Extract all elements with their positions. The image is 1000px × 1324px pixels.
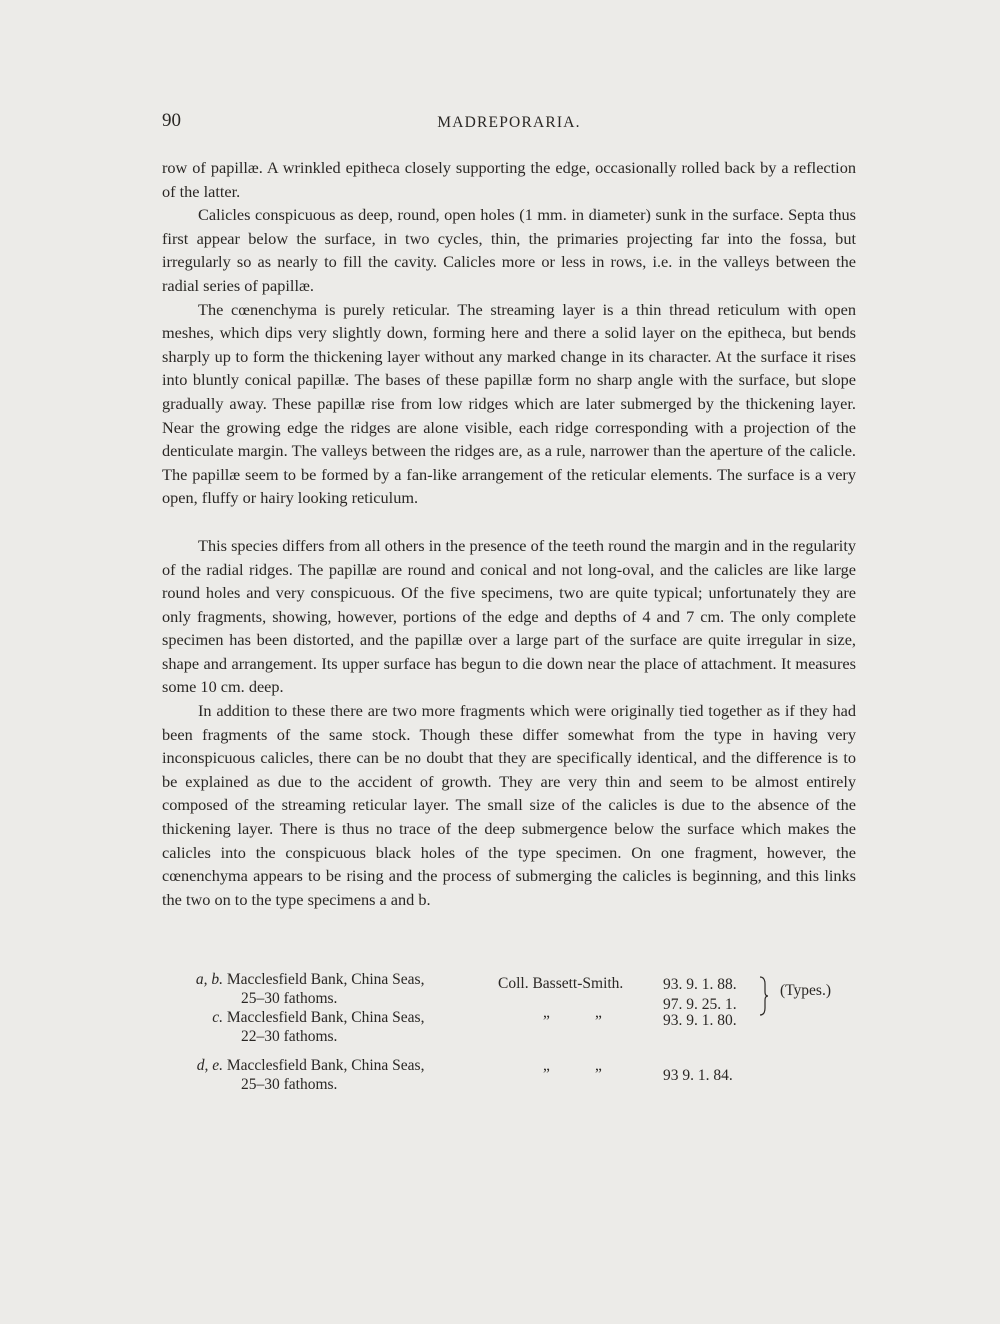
specimen-letters: a, b.	[195, 971, 223, 988]
ditto-mark: ”	[595, 1066, 602, 1083]
registration-number: 93 9. 1. 84.	[663, 1067, 733, 1084]
specimen-registration	[663, 1066, 733, 1086]
specimen-locality: Macclesfield Bank, China Seas,	[226, 971, 425, 988]
specimen-letters: d, e.	[196, 1057, 223, 1074]
paragraph: The cœnenchyma is purely reticular. The streaming layer is a thin thread reticulum with open meshes, which dips very slightly down, forming here and there a solid layer on the epitheca, but bends sharply up to form the thickening layer without any marked change in its character. At the surface it rises into bluntly conical papillæ. The bases of these papillæ form no sharp angle with the surface, but slope gradually away. These papillæ rise from low ridges which are later submerged by the thickening layer. Near the growing edge the ridges are alone visible, each ridge corresponding with a projection of the denticulate margin. The valleys between the ridges are, as a rule, narrower than the aperture of the calicle. The papillæ seem to be formed by a fan-like arrangement of the reticular elements. The surface is a very open, fluffy or hairy looking reticulum.	[162, 299, 856, 508]
registration-number: 93. 9. 1. 80.	[663, 1012, 737, 1029]
specimen-locality-block	[175, 1056, 465, 1094]
paragraph: This species differs from all others in the presence of the teeth round the margin and in the regularity of the radial ridges. The papillæ are round and conical and not long-oval, and the calicles are like large round holes and very conspicuous. Of the five specimens, two are quite typical; unfortunately they are only fragments, showing, however, portions of the edge and depths of 4 and 7 cm. The only complete specimen has been distorted, and the papillæ over a large part of the surface are quite irregular in size, shape and arrangement. Its upper surface has begun to die down near the place of attachment. It measures some 10 cm. deep.	[162, 535, 856, 697]
specimen-locality-block	[175, 1008, 465, 1046]
ditto-mark: ”	[595, 1013, 602, 1030]
registration-number: 93. 9. 1. 88.	[663, 976, 737, 993]
specimen-locality-block	[175, 970, 465, 1008]
paragraph: In addition to these there are two more fragments which were originally tied together as if they had been fragments of the same stock. Though these differ somewhat from the type in having very inconspicuous calicles, there can be no doubt that they are specifically identical, and the difference is to be explained as due to the accident of growth. They are very thin and seem to be almost entirely composed of the streaming reticular layer. The small size of the calicles is due to the absence of the thickening layer. There is thus no trace of the deep submergence below the surface which makes the calicles into the conspicuous black holes of the type specimen. On one fragment, however, the cœnenchyma appears to be rising and the process of submerging the calicles is beginning, and this links the two on to the type specimens a and b.	[162, 701, 856, 909]
specimen-list	[175, 970, 865, 1100]
running-title: MADREPORARIA.	[437, 114, 581, 131]
specimen-collector: Coll. Bassett-Smith.	[498, 975, 624, 992]
specimen-depth: 25–30 fathoms.	[241, 1076, 338, 1093]
body-text	[162, 156, 856, 911]
specimen-letters: c.	[212, 1009, 223, 1026]
ditto-mark: ”	[543, 1013, 550, 1030]
specimen-registration	[663, 1011, 737, 1031]
paragraph: row of papillæ. A wrinkled epitheca closely supporting the edge, occasionally rolled back by a reflection of the latter.	[162, 158, 856, 201]
ditto-mark: ”	[543, 1066, 550, 1083]
page-header	[162, 110, 856, 140]
page-number: 90	[162, 110, 181, 131]
specimen-entry	[175, 1008, 865, 1052]
specimen-depth: 22–30 fathoms.	[241, 1028, 338, 1045]
specimen-note: (Types.)	[780, 982, 831, 999]
specimen-entry	[175, 1056, 865, 1100]
registration-number: 97. 9. 25. 1.	[663, 996, 737, 1013]
specimen-depth: 25–30 fathoms.	[241, 990, 338, 1007]
specimen-locality: Macclesfield Bank, China Seas,	[226, 1009, 425, 1026]
paragraph: Calicles conspicuous as deep, round, open holes (1 mm. in diameter) sunk in the surface. Septa thus first appear below the surface, in two cycles, thin, the primaries projecting far into the fossa, but irregularly so as nearly to fill the cavity. Calicles more or less in rows, i.e. in the valleys between the radial series of papillæ.	[162, 205, 856, 295]
specimen-locality: Macclesfield Bank, China Seas,	[226, 1057, 425, 1074]
